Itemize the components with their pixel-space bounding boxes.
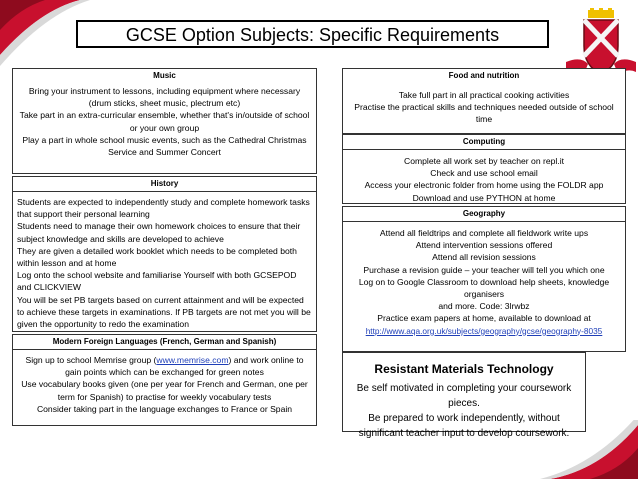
geography-line: Attend intervention sessions offered (415, 240, 553, 251)
history-line: Students need to manage their own homework choices to ensure that their subject knowledge and skills are developed to achieve (17, 221, 301, 244)
history-line: You will be set PB targets based on current attainment and will be expected to achieve these targets in examinations. If PB targets are not met you will be given the opportunity to redo the examination (17, 294, 311, 330)
food-heading: Food and nutrition (448, 71, 520, 80)
history-heading: History (13, 177, 316, 192)
music-heading: Music (153, 71, 176, 80)
computing-line: Access your electronic folder from home using the FOLDR app (364, 180, 604, 191)
rmt-line: Be prepared to work independently, without significant teacher input to develop coursework. (358, 413, 570, 440)
computing-line: Complete all work set by teacher on repl.it (403, 156, 564, 166)
mfl-line: Use vocabulary books given (one per year for French and German, one per term for Spanish) to practise for weekly vocabulary tests (21, 379, 308, 402)
computing-line: Check and use school email (430, 168, 538, 179)
geography-line: Attend all revision sessions (432, 252, 536, 263)
geography-line: and more. Code: 3lrwbz (438, 301, 530, 312)
geography-line (346, 325, 622, 337)
geography-heading: Geography (343, 207, 625, 222)
memrise-link[interactable]: www.memrise.com (156, 355, 229, 365)
music-line: Bring your instrument to lessons, including equipment where necessary (drum sticks, sheet music, plectrum etc) (28, 86, 301, 109)
page-title: GCSE Option Subjects: Specific Requirements (76, 20, 549, 48)
mfl-line: Consider taking part in the language exchanges to France or Spain (36, 403, 293, 414)
food-box (342, 68, 626, 134)
rmt-heading: Resistant Materials Technology (374, 362, 554, 376)
mfl-heading: Modern Foreign Languages (French, German and Spanish) (13, 335, 316, 350)
geography-line: Purchase a revision guide – your teacher will tell you which one (363, 264, 605, 275)
rmt-box (342, 352, 586, 440)
history-line: They are given a detailed work booklet which needs to be completed both within lesson and at home (17, 245, 297, 269)
music-line: Play a part in whole school music events, such as the Cathedral Christmas Service and Summer Concert (22, 134, 307, 158)
geography-box (342, 206, 626, 352)
food-line: Practise the practical skills and techniques needed outside of school time (354, 102, 614, 125)
mfl-line: Sign up to school Memrise group (www.memrise.com) and work online to gain points which can be exchanged for green notes (25, 355, 304, 378)
music-line: Take part in an extra-curricular ensemble, whether that's in/outside of school or your own group (19, 110, 310, 133)
computing-box (342, 134, 626, 204)
geography-line: Practice exam papers at home, available to download at (377, 313, 591, 324)
geography-line: Attend all fieldtrips and complete all fieldwork write ups (379, 228, 589, 238)
geography-line: Log on to Google Classroom to download help sheets, knowledge organisers (358, 276, 610, 300)
food-line: Take full part in all practical cooking activities (398, 90, 570, 100)
computing-line: Download and use PYTHON at home (412, 192, 556, 203)
history-box (12, 176, 317, 332)
history-line: Log onto the school website and familiarise Yourself with both GCSEPOD and CLICKVIEW (17, 270, 297, 293)
mfl-box (12, 334, 317, 426)
rmt-line: Be self motivated in completing your coursework pieces. (356, 383, 572, 410)
history-line: Students are expected to independently study and complete homework tasks that support their personal learning (17, 197, 310, 220)
music-box (12, 68, 317, 174)
computing-heading: Computing (343, 135, 625, 150)
aqa-geography-link[interactable]: http://www.aqa.org.uk/subjects/geography/gcse/geography-8035 (365, 325, 603, 336)
